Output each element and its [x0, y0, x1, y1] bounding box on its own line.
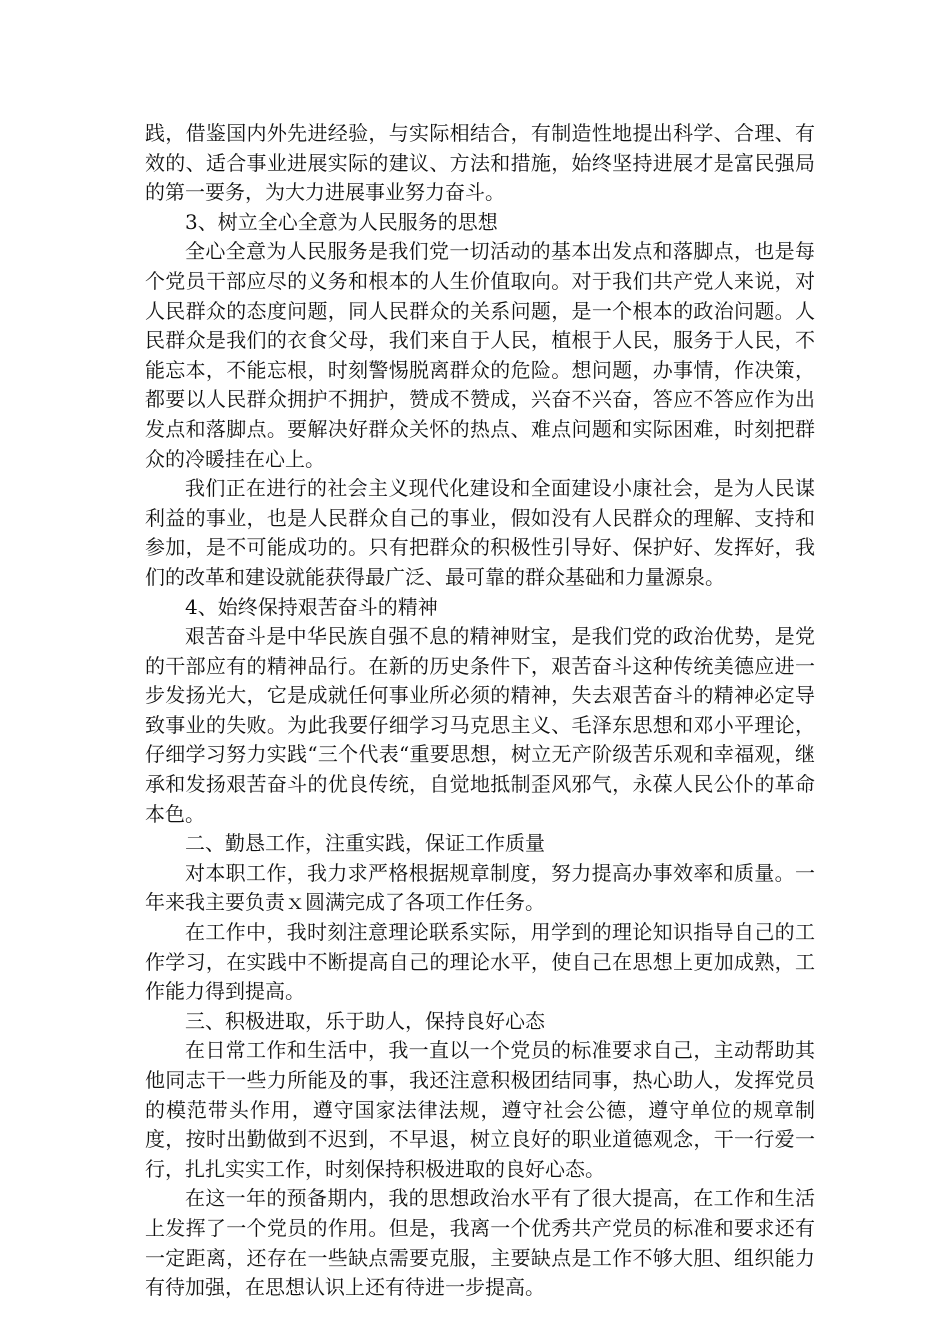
section-heading-three: 三、积极进取，乐于助人，保持良好心态: [185, 1008, 545, 1033]
paragraph: 全心全意为人民服务是我们党一切活动的基本出发点和落脚点，也是每个党员干部应尽的义务和根本的人生价值取向。对于我们共产党人来说，对人民群众的态度问题，同人民群众的关系问题，是一个根本的政治问题。人民群众是我们的衣食父母，我们来自于人民，植根于人民，服务于人民，不能忘本，不能忘根，时刻警惕脱离群众的危险。想问题，办事情，作决策，都要以人民群众拥护不拥护，赞成不赞成，兴奋不兴奋，答应不答应作为出发点和落脚点。要解决好群众关怀的热点、难点问题和实际困难，时刻把群众的冷暖挂在心上。: [145, 239, 815, 471]
paragraph: 我们正在进行的社会主义现代化建设和全面建设小康社会，是为人民谋利益的事业，也是人民群众自己的事业，假如没有人民群众的理解、支持和参加，是不可能成功的。只有把群众的积极性引导好、保护好、发挥好，我们的改革和建设就能获得最广泛、最可靠的群众基础和力量源泉。: [145, 476, 815, 589]
paragraph: 对本职工作，我力求严格根据规章制度，努力提高办事效率和质量。一年来我主要负责ｘ圆满完成了各项工作任务。: [145, 860, 815, 915]
paragraph: 在日常工作和生活中，我一直以一个党员的标准要求自己，主动帮助其他同志干一些力所能及的事，我还注意积极团结同事，热心助人，发挥党员的模范带头作用，遵守国家法律法规，遵守社会公德，遵守单位的规章制度，按时出勤做到不迟到，不早退，树立良好的职业道德观念，干一行爱一行，扎扎实实工作，时刻保持积极进取的良好心态。: [145, 1038, 815, 1181]
paragraph: 在工作中，我时刻注意理论联系实际，用学到的理论知识指导自己的工作学习，在实践中不断提高自己的理论水平，使自己在思想上更加成熟，工作能力得到提高。: [145, 920, 815, 1004]
paragraph: 在这一年的预备期内，我的思想政治水平有了很大提高，在工作和生活上发挥了一个党员的作用。但是，我离一个优秀共产党员的标准和要求还有一定距离，还存在一些缺点需要克服，主要缺点是工作不够大胆、组织能力有待加强，在思想认识上还有待进一步提高。: [145, 1186, 815, 1300]
paragraph: 艰苦奋斗是中华民族自强不息的精神财宝，是我们党的政治优势，是党的干部应有的精神品行。在新的历史条件下，艰苦奋斗这种传统美德应进一步发扬光大，它是成就任何事业所必须的精神，失去艰苦奋斗的精神必定导致事业的失败。为此我要仔细学习马克思主义、毛泽东思想和邓小平理论，仔细学习努力实践“三个代表“重要思想，树立无产阶级苦乐观和幸福观，继承和发扬艰苦奋斗的优良传统，自觉地抵制歪风邪气，永葆人民公仆的革命本色。: [145, 624, 815, 826]
section-heading-3: 3、树立全心全意为人民服务的思想: [185, 209, 498, 234]
paragraph-continuation: 践，借鉴国内外先进经验，与实际相结合，有制造性地提出科学、合理、有效的、适合事业进展实际的建议、方法和措施，始终坚持进展才是富民强局的第一要务，为大力进展事业努力奋斗。: [145, 121, 815, 205]
section-heading-two: 二、勤恳工作，注重实践，保证工作质量: [185, 831, 545, 856]
section-heading-4: 4、始终保持艰苦奋斗的精神: [185, 594, 438, 619]
document-body: [145, 119, 815, 1303]
